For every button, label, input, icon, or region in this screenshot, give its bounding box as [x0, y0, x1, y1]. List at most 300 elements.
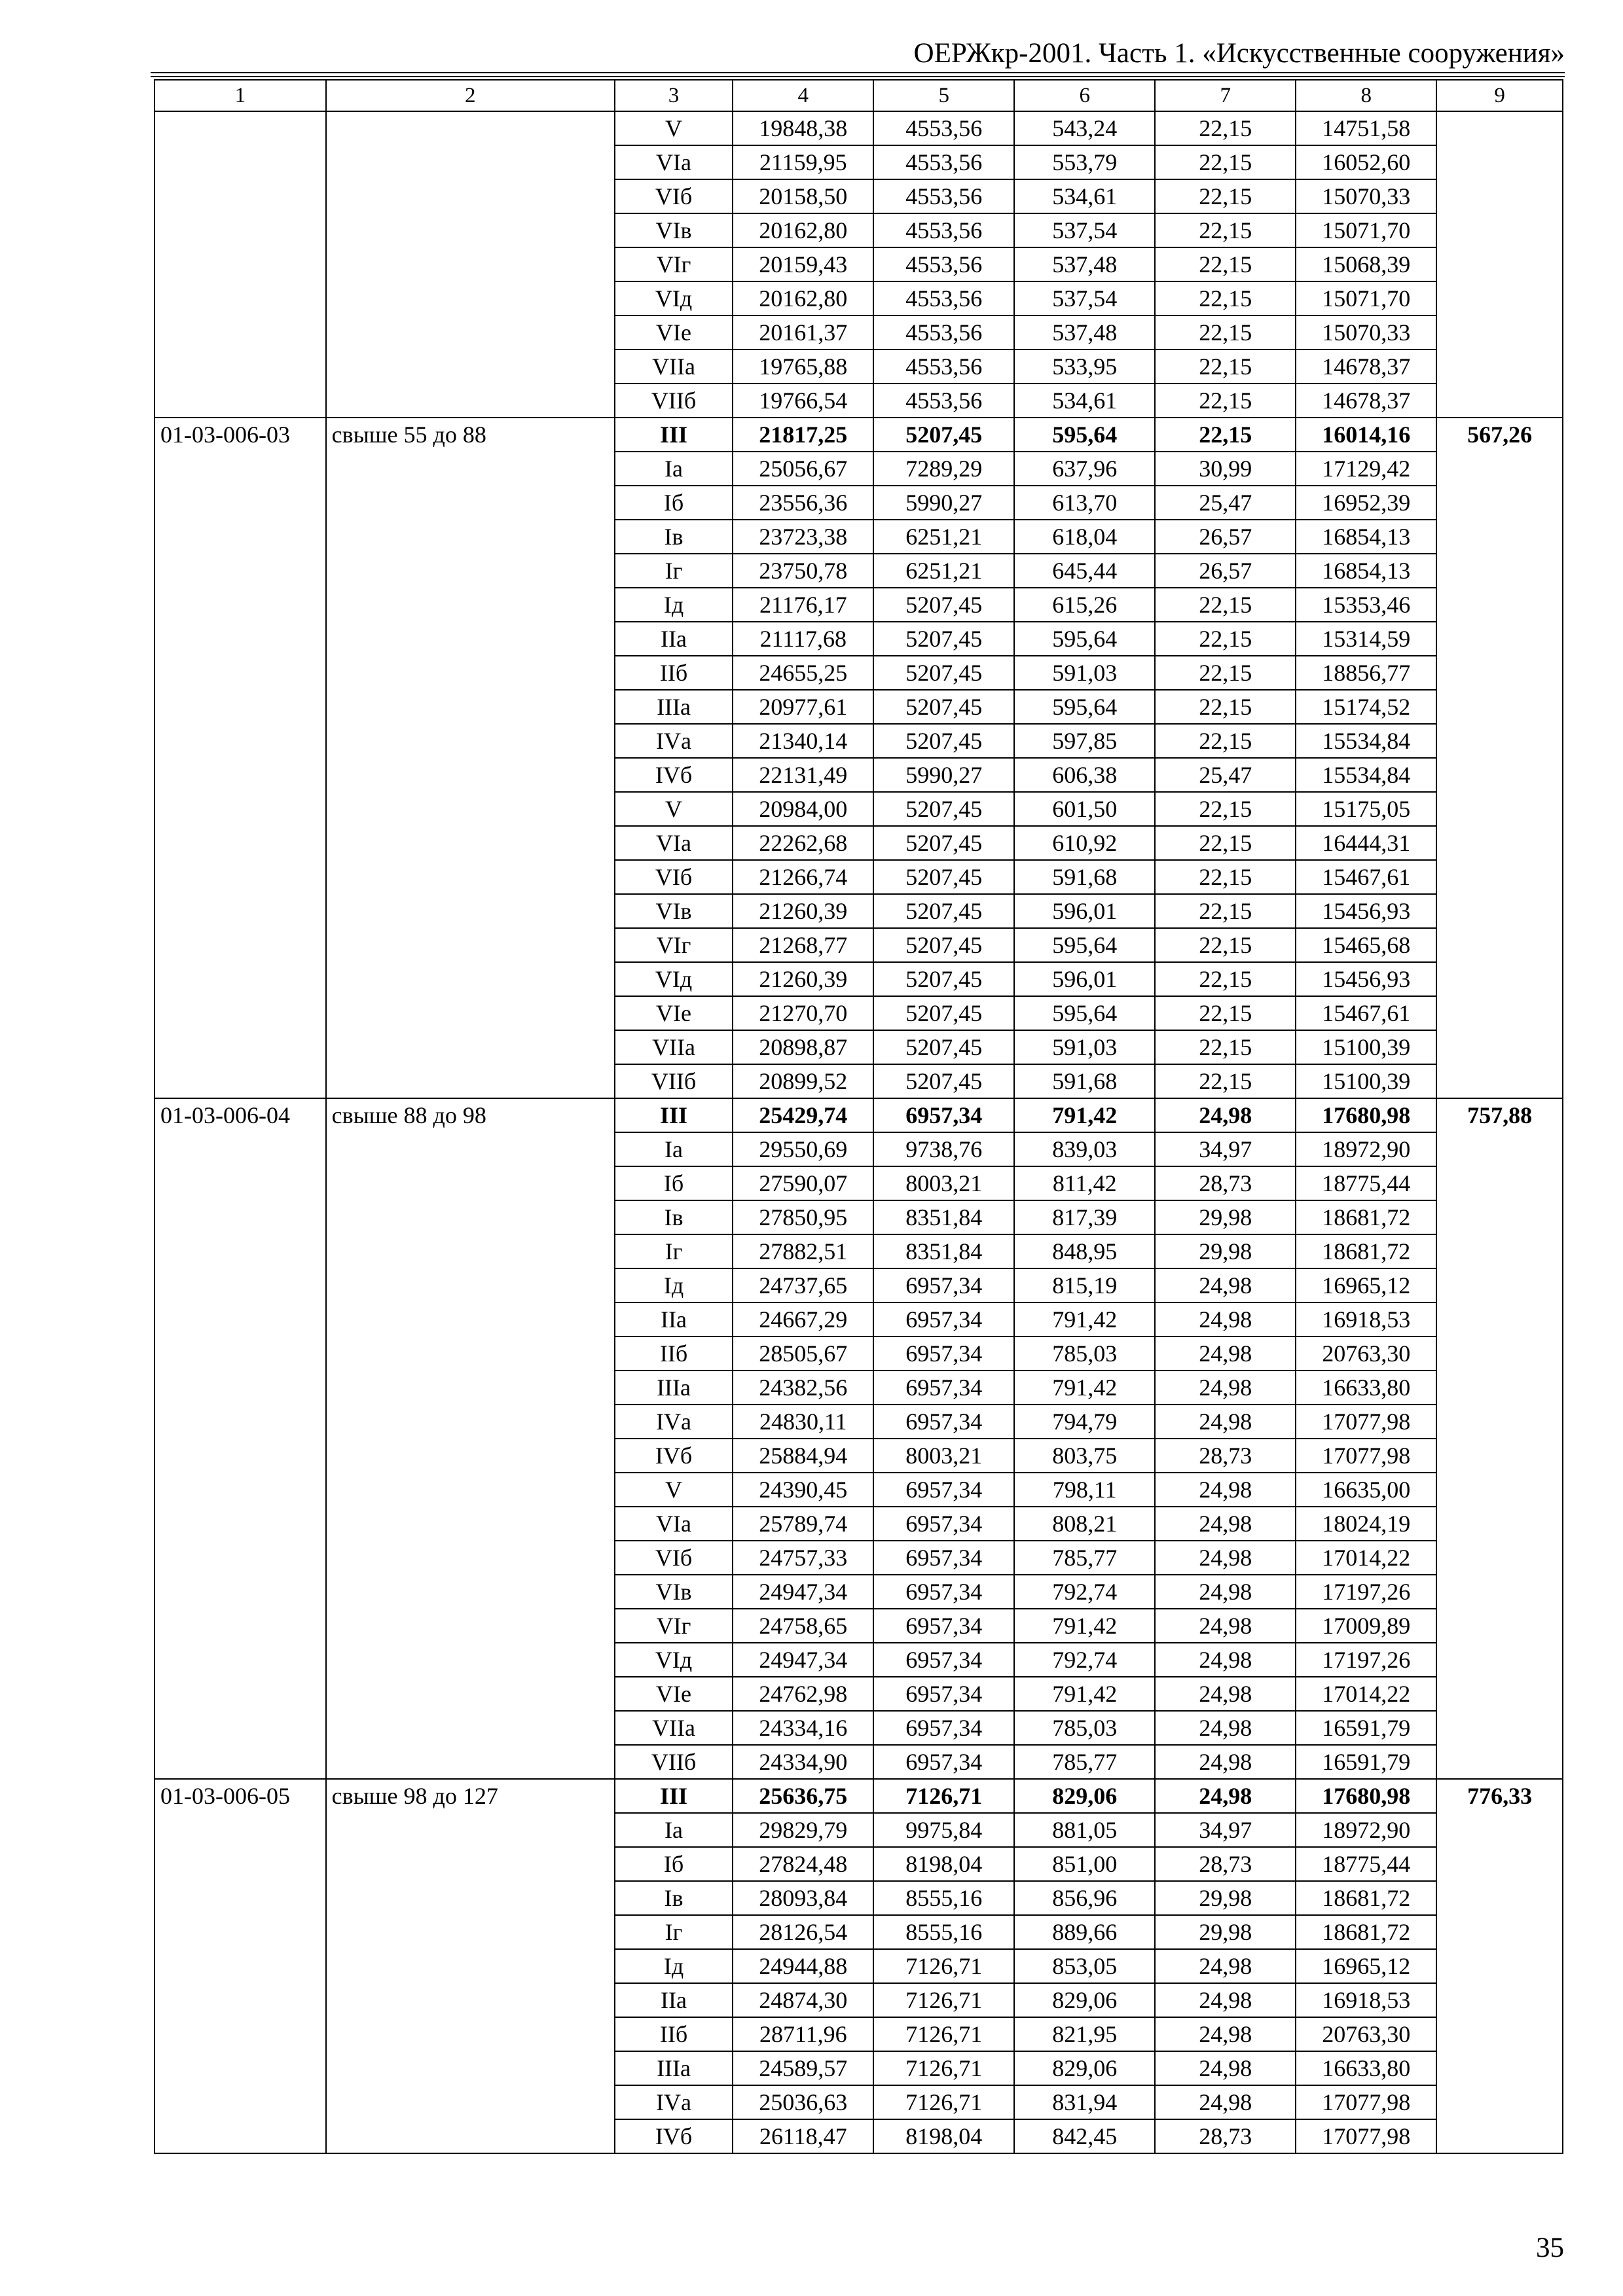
labor-cost-cell: 5207,45 [873, 418, 1014, 452]
machinist-wage-cell: 22,15 [1155, 315, 1296, 350]
materials-cost-cell: 18972,90 [1296, 1132, 1436, 1166]
zone-cell: VIг [615, 1609, 733, 1643]
machine-cost-cell: 591,03 [1014, 1030, 1155, 1064]
machinist-wage-cell: 22,15 [1155, 894, 1296, 928]
direct-cost-cell: 24334,90 [733, 1745, 873, 1779]
machinist-wage-cell: 24,98 [1155, 1983, 1296, 2017]
column-number: 9 [1436, 80, 1563, 111]
materials-cost-cell: 16952,39 [1296, 486, 1436, 520]
labor-cost-cell: 8555,16 [873, 1915, 1014, 1949]
direct-cost-cell: 24737,65 [733, 1268, 873, 1302]
column-number: 6 [1014, 80, 1155, 111]
direct-cost-cell: 23723,38 [733, 520, 873, 554]
table-row [155, 1779, 1563, 1813]
materials-cost-cell: 15456,93 [1296, 894, 1436, 928]
materials-cost-cell: 15467,61 [1296, 996, 1436, 1030]
zone-cell: VIб [615, 860, 733, 894]
zone-cell: VIв [615, 1575, 733, 1609]
zone-cell: IIа [615, 1983, 733, 2017]
materials-cost-cell: 18681,72 [1296, 1200, 1436, 1234]
zone-cell: VIв [615, 894, 733, 928]
zone-cell: VIIб [615, 384, 733, 418]
labor-cost-cell: 6957,34 [873, 1541, 1014, 1575]
materials-cost-cell: 15534,84 [1296, 758, 1436, 792]
direct-cost-cell: 20899,52 [733, 1064, 873, 1098]
zone-cell: VIIа [615, 1711, 733, 1745]
column-number: 3 [615, 80, 733, 111]
labor-hours-cell [1436, 111, 1563, 418]
materials-cost-cell: 17009,89 [1296, 1609, 1436, 1643]
zone-cell: VIа [615, 826, 733, 860]
span-range: свыше 98 до 127 [326, 1779, 615, 2153]
materials-cost-cell: 17129,42 [1296, 452, 1436, 486]
machine-cost-cell: 808,21 [1014, 1507, 1155, 1541]
machine-cost-cell: 601,50 [1014, 792, 1155, 826]
machine-cost-cell: 645,44 [1014, 554, 1155, 588]
machinist-wage-cell: 28,73 [1155, 1439, 1296, 1473]
table-row [155, 111, 1563, 145]
materials-cost-cell: 15070,33 [1296, 315, 1436, 350]
zone-cell: VIIб [615, 1745, 733, 1779]
labor-cost-cell: 6251,21 [873, 554, 1014, 588]
labor-cost-cell: 6957,34 [873, 1643, 1014, 1677]
zone-cell: VIв [615, 213, 733, 247]
machinist-wage-cell: 22,15 [1155, 350, 1296, 384]
machinist-wage-cell: 25,47 [1155, 486, 1296, 520]
direct-cost-cell: 28711,96 [733, 2017, 873, 2051]
machine-cost-cell: 791,42 [1014, 1098, 1155, 1132]
machine-cost-cell: 889,66 [1014, 1915, 1155, 1949]
document-header: ОЕРЖкр-2001. Часть 1. «Искусственные сооружения» [913, 38, 1565, 69]
materials-cost-cell: 16965,12 [1296, 1949, 1436, 1983]
materials-cost-cell: 16444,31 [1296, 826, 1436, 860]
machine-cost-cell: 595,64 [1014, 928, 1155, 962]
column-number: 2 [326, 80, 615, 111]
direct-cost-cell: 24830,11 [733, 1405, 873, 1439]
machinist-wage-cell: 24,98 [1155, 1302, 1296, 1336]
machinist-wage-cell: 29,98 [1155, 1915, 1296, 1949]
direct-cost-cell: 25056,67 [733, 452, 873, 486]
labor-cost-cell: 8351,84 [873, 1200, 1014, 1234]
machinist-wage-cell: 28,73 [1155, 2119, 1296, 2153]
machinist-wage-cell: 22,15 [1155, 247, 1296, 281]
materials-cost-cell: 17014,22 [1296, 1677, 1436, 1711]
labor-cost-cell: 6957,34 [873, 1302, 1014, 1336]
direct-cost-cell: 25884,94 [733, 1439, 873, 1473]
machinist-wage-cell: 26,57 [1155, 520, 1296, 554]
machine-cost-cell: 595,64 [1014, 996, 1155, 1030]
machine-cost-cell: 591,68 [1014, 1064, 1155, 1098]
labor-cost-cell: 6957,34 [873, 1677, 1014, 1711]
zone-cell: IIа [615, 622, 733, 656]
column-number: 1 [155, 80, 326, 111]
materials-cost-cell: 15174,52 [1296, 690, 1436, 724]
materials-cost-cell: 16854,13 [1296, 520, 1436, 554]
direct-cost-cell: 24667,29 [733, 1302, 873, 1336]
machine-cost-cell: 791,42 [1014, 1677, 1155, 1711]
machinist-wage-cell: 25,47 [1155, 758, 1296, 792]
direct-cost-cell: 23556,36 [733, 486, 873, 520]
labor-cost-cell: 6957,34 [873, 1711, 1014, 1745]
machine-cost-cell: 811,42 [1014, 1166, 1155, 1200]
materials-cost-cell: 17197,26 [1296, 1575, 1436, 1609]
rate-code: 01-03-006-05 [155, 1779, 326, 2153]
materials-cost-cell: 16591,79 [1296, 1711, 1436, 1745]
header-rule-double [151, 76, 1565, 77]
zone-cell: IVа [615, 2085, 733, 2119]
machinist-wage-cell: 28,73 [1155, 1166, 1296, 1200]
machine-cost-cell: 791,42 [1014, 1371, 1155, 1405]
materials-cost-cell: 15314,59 [1296, 622, 1436, 656]
rate-code [155, 111, 326, 418]
machinist-wage-cell: 24,98 [1155, 1507, 1296, 1541]
machinist-wage-cell: 24,98 [1155, 1541, 1296, 1575]
machine-cost-cell: 543,24 [1014, 111, 1155, 145]
header-rule [151, 72, 1565, 73]
direct-cost-cell: 28505,67 [733, 1336, 873, 1371]
materials-cost-cell: 15068,39 [1296, 247, 1436, 281]
zone-cell: Iг [615, 1915, 733, 1949]
machine-cost-cell: 785,03 [1014, 1336, 1155, 1371]
zone-cell: VIIа [615, 1030, 733, 1064]
zone-cell: IIIа [615, 1371, 733, 1405]
machinist-wage-cell: 22,15 [1155, 962, 1296, 996]
rate-code: 01-03-006-04 [155, 1098, 326, 1779]
materials-cost-cell: 18856,77 [1296, 656, 1436, 690]
rates-table [154, 79, 1563, 2154]
direct-cost-cell: 24655,25 [733, 656, 873, 690]
table-row [155, 1098, 1563, 1132]
materials-cost-cell: 15534,84 [1296, 724, 1436, 758]
direct-cost-cell: 25429,74 [733, 1098, 873, 1132]
direct-cost-cell: 24947,34 [733, 1575, 873, 1609]
machinist-wage-cell: 24,98 [1155, 2017, 1296, 2051]
materials-cost-cell: 20763,30 [1296, 1336, 1436, 1371]
zone-cell: V [615, 111, 733, 145]
direct-cost-cell: 20984,00 [733, 792, 873, 826]
zone-cell: Iг [615, 1234, 733, 1268]
materials-cost-cell: 15175,05 [1296, 792, 1436, 826]
machine-cost-cell: 856,96 [1014, 1881, 1155, 1915]
zone-cell: VIд [615, 962, 733, 996]
machinist-wage-cell: 24,98 [1155, 1098, 1296, 1132]
machinist-wage-cell: 22,15 [1155, 145, 1296, 179]
machine-cost-cell: 785,77 [1014, 1745, 1155, 1779]
machinist-wage-cell: 24,98 [1155, 1779, 1296, 1813]
materials-cost-cell: 16052,60 [1296, 145, 1436, 179]
labor-cost-cell: 8555,16 [873, 1881, 1014, 1915]
direct-cost-cell: 24874,30 [733, 1983, 873, 2017]
machinist-wage-cell: 24,98 [1155, 1336, 1296, 1371]
zone-cell: Iд [615, 588, 733, 622]
labor-cost-cell: 8351,84 [873, 1234, 1014, 1268]
direct-cost-cell: 25636,75 [733, 1779, 873, 1813]
machine-cost-cell: 842,45 [1014, 2119, 1155, 2153]
zone-cell: V [615, 1473, 733, 1507]
materials-cost-cell: 17014,22 [1296, 1541, 1436, 1575]
machinist-wage-cell: 22,15 [1155, 690, 1296, 724]
machine-cost-cell: 537,48 [1014, 247, 1155, 281]
labor-cost-cell: 7126,71 [873, 1949, 1014, 1983]
materials-cost-cell: 15465,68 [1296, 928, 1436, 962]
machine-cost-cell: 537,54 [1014, 213, 1155, 247]
direct-cost-cell: 22131,49 [733, 758, 873, 792]
machine-cost-cell: 537,48 [1014, 315, 1155, 350]
labor-cost-cell: 5207,45 [873, 690, 1014, 724]
labor-hours-cell: 757,88 [1436, 1098, 1563, 1779]
machine-cost-cell: 792,74 [1014, 1575, 1155, 1609]
direct-cost-cell: 20159,43 [733, 247, 873, 281]
materials-cost-cell: 15467,61 [1296, 860, 1436, 894]
direct-cost-cell: 20162,80 [733, 281, 873, 315]
direct-cost-cell: 21176,17 [733, 588, 873, 622]
materials-cost-cell: 16633,80 [1296, 1371, 1436, 1405]
labor-cost-cell: 6957,34 [873, 1609, 1014, 1643]
span-range: свыше 55 до 88 [326, 418, 615, 1098]
machine-cost-cell: 831,94 [1014, 2085, 1155, 2119]
materials-cost-cell: 16635,00 [1296, 1473, 1436, 1507]
labor-hours-cell: 776,33 [1436, 1779, 1563, 2153]
zone-cell: VIIа [615, 350, 733, 384]
zone-cell: VIг [615, 247, 733, 281]
column-number: 4 [733, 80, 873, 111]
zone-cell: Iв [615, 1881, 733, 1915]
labor-cost-cell: 7126,71 [873, 2017, 1014, 2051]
machinist-wage-cell: 24,98 [1155, 1609, 1296, 1643]
machine-cost-cell: 785,77 [1014, 1541, 1155, 1575]
machine-cost-cell: 591,68 [1014, 860, 1155, 894]
materials-cost-cell: 17680,98 [1296, 1779, 1436, 1813]
machine-cost-cell: 533,95 [1014, 350, 1155, 384]
machinist-wage-cell: 24,98 [1155, 1643, 1296, 1677]
zone-cell: Iг [615, 554, 733, 588]
machinist-wage-cell: 24,98 [1155, 1949, 1296, 1983]
materials-cost-cell: 15353,46 [1296, 588, 1436, 622]
materials-cost-cell: 16014,16 [1296, 418, 1436, 452]
direct-cost-cell: 25789,74 [733, 1507, 873, 1541]
machinist-wage-cell: 22,15 [1155, 179, 1296, 213]
machine-cost-cell: 785,03 [1014, 1711, 1155, 1745]
direct-cost-cell: 23750,78 [733, 554, 873, 588]
labor-cost-cell: 6957,34 [873, 1371, 1014, 1405]
zone-cell: III [615, 1098, 733, 1132]
materials-cost-cell: 16633,80 [1296, 2051, 1436, 2085]
direct-cost-cell: 20161,37 [733, 315, 873, 350]
machine-cost-cell: 615,26 [1014, 588, 1155, 622]
machinist-wage-cell: 22,15 [1155, 928, 1296, 962]
direct-cost-cell: 21270,70 [733, 996, 873, 1030]
span-range [326, 111, 615, 418]
machinist-wage-cell: 24,98 [1155, 1473, 1296, 1507]
labor-cost-cell: 4553,56 [873, 281, 1014, 315]
zone-cell: III [615, 1779, 733, 1813]
machine-cost-cell: 595,64 [1014, 622, 1155, 656]
materials-cost-cell: 15100,39 [1296, 1064, 1436, 1098]
materials-cost-cell: 18681,72 [1296, 1915, 1436, 1949]
machinist-wage-cell: 22,15 [1155, 860, 1296, 894]
labor-cost-cell: 5207,45 [873, 1064, 1014, 1098]
direct-cost-cell: 27882,51 [733, 1234, 873, 1268]
materials-cost-cell: 17680,98 [1296, 1098, 1436, 1132]
labor-cost-cell: 7126,71 [873, 1983, 1014, 2017]
materials-cost-cell: 16591,79 [1296, 1745, 1436, 1779]
machinist-wage-cell: 28,73 [1155, 1847, 1296, 1881]
labor-cost-cell: 5207,45 [873, 826, 1014, 860]
column-number: 7 [1155, 80, 1296, 111]
direct-cost-cell: 20898,87 [733, 1030, 873, 1064]
machinist-wage-cell: 22,15 [1155, 281, 1296, 315]
machinist-wage-cell: 24,98 [1155, 1371, 1296, 1405]
direct-cost-cell: 29829,79 [733, 1813, 873, 1847]
labor-cost-cell: 5207,45 [873, 792, 1014, 826]
labor-cost-cell: 6957,34 [873, 1473, 1014, 1507]
labor-cost-cell: 4553,56 [873, 247, 1014, 281]
machine-cost-cell: 591,03 [1014, 656, 1155, 690]
zone-cell: IIб [615, 656, 733, 690]
labor-cost-cell: 6251,21 [873, 520, 1014, 554]
machine-cost-cell: 839,03 [1014, 1132, 1155, 1166]
labor-cost-cell: 5207,45 [873, 894, 1014, 928]
machine-cost-cell: 596,01 [1014, 894, 1155, 928]
zone-cell: VIд [615, 1643, 733, 1677]
zone-cell: III [615, 418, 733, 452]
labor-cost-cell: 8198,04 [873, 2119, 1014, 2153]
direct-cost-cell: 24758,65 [733, 1609, 873, 1643]
zone-cell: V [615, 792, 733, 826]
direct-cost-cell: 20977,61 [733, 690, 873, 724]
direct-cost-cell: 22262,68 [733, 826, 873, 860]
labor-cost-cell: 7126,71 [873, 1779, 1014, 1813]
zone-cell: Iа [615, 452, 733, 486]
materials-cost-cell: 17077,98 [1296, 1439, 1436, 1473]
direct-cost-cell: 24762,98 [733, 1677, 873, 1711]
machine-cost-cell: 534,61 [1014, 384, 1155, 418]
machine-cost-cell: 534,61 [1014, 179, 1155, 213]
direct-cost-cell: 21260,39 [733, 894, 873, 928]
machine-cost-cell: 606,38 [1014, 758, 1155, 792]
zone-cell: VIб [615, 1541, 733, 1575]
machinist-wage-cell: 30,99 [1155, 452, 1296, 486]
zone-cell: IVб [615, 1439, 733, 1473]
machine-cost-cell: 821,95 [1014, 2017, 1155, 2051]
machine-cost-cell: 595,64 [1014, 690, 1155, 724]
direct-cost-cell: 24382,56 [733, 1371, 873, 1405]
column-number-row [155, 80, 1563, 111]
direct-cost-cell: 27824,48 [733, 1847, 873, 1881]
materials-cost-cell: 18681,72 [1296, 1881, 1436, 1915]
materials-cost-cell: 15070,33 [1296, 179, 1436, 213]
labor-cost-cell: 6957,34 [873, 1745, 1014, 1779]
machinist-wage-cell: 24,98 [1155, 1405, 1296, 1439]
span-range: свыше 88 до 98 [326, 1098, 615, 1779]
zone-cell: VIIб [615, 1064, 733, 1098]
zone-cell: Iа [615, 1813, 733, 1847]
direct-cost-cell: 27850,95 [733, 1200, 873, 1234]
labor-cost-cell: 9738,76 [873, 1132, 1014, 1166]
zone-cell: Iд [615, 1268, 733, 1302]
materials-cost-cell: 18681,72 [1296, 1234, 1436, 1268]
zone-cell: VIе [615, 996, 733, 1030]
materials-cost-cell: 16918,53 [1296, 1302, 1436, 1336]
materials-cost-cell: 15071,70 [1296, 281, 1436, 315]
zone-cell: IIб [615, 2017, 733, 2051]
materials-cost-cell: 14751,58 [1296, 111, 1436, 145]
machine-cost-cell: 792,74 [1014, 1643, 1155, 1677]
zone-cell: Iа [615, 1132, 733, 1166]
zone-cell: IIа [615, 1302, 733, 1336]
machine-cost-cell: 610,92 [1014, 826, 1155, 860]
zone-cell: IIIа [615, 690, 733, 724]
machine-cost-cell: 798,11 [1014, 1473, 1155, 1507]
machinist-wage-cell: 34,97 [1155, 1813, 1296, 1847]
labor-cost-cell: 6957,34 [873, 1268, 1014, 1302]
zone-cell: IIIа [615, 2051, 733, 2085]
materials-cost-cell: 16918,53 [1296, 1983, 1436, 2017]
table-body [155, 111, 1563, 2153]
zone-cell: IVа [615, 724, 733, 758]
materials-cost-cell: 18024,19 [1296, 1507, 1436, 1541]
machinist-wage-cell: 22,15 [1155, 792, 1296, 826]
machinist-wage-cell: 22,15 [1155, 111, 1296, 145]
direct-cost-cell: 28093,84 [733, 1881, 873, 1915]
machine-cost-cell: 803,75 [1014, 1439, 1155, 1473]
direct-cost-cell: 24390,45 [733, 1473, 873, 1507]
rate-code: 01-03-006-03 [155, 418, 326, 1098]
materials-cost-cell: 17077,98 [1296, 2119, 1436, 2153]
labor-hours-cell: 567,26 [1436, 418, 1563, 1098]
direct-cost-cell: 20162,80 [733, 213, 873, 247]
machine-cost-cell: 829,06 [1014, 1779, 1155, 1813]
labor-cost-cell: 4553,56 [873, 384, 1014, 418]
labor-cost-cell: 5207,45 [873, 1030, 1014, 1064]
direct-cost-cell: 21266,74 [733, 860, 873, 894]
machine-cost-cell: 815,19 [1014, 1268, 1155, 1302]
machinist-wage-cell: 24,98 [1155, 2051, 1296, 2085]
machine-cost-cell: 817,39 [1014, 1200, 1155, 1234]
direct-cost-cell: 28126,54 [733, 1915, 873, 1949]
labor-cost-cell: 4553,56 [873, 111, 1014, 145]
zone-cell: VIб [615, 179, 733, 213]
machinist-wage-cell: 29,98 [1155, 1234, 1296, 1268]
zone-cell: IVа [615, 1405, 733, 1439]
zone-cell: VIе [615, 315, 733, 350]
machine-cost-cell: 596,01 [1014, 962, 1155, 996]
direct-cost-cell: 21817,25 [733, 418, 873, 452]
labor-cost-cell: 5207,45 [873, 928, 1014, 962]
machinist-wage-cell: 22,15 [1155, 1030, 1296, 1064]
machine-cost-cell: 794,79 [1014, 1405, 1155, 1439]
machinist-wage-cell: 22,15 [1155, 622, 1296, 656]
column-number: 8 [1296, 80, 1436, 111]
labor-cost-cell: 6957,34 [873, 1507, 1014, 1541]
direct-cost-cell: 20158,50 [733, 179, 873, 213]
machine-cost-cell: 881,05 [1014, 1813, 1155, 1847]
direct-cost-cell: 19766,54 [733, 384, 873, 418]
machinist-wage-cell: 34,97 [1155, 1132, 1296, 1166]
labor-cost-cell: 6957,34 [873, 1405, 1014, 1439]
labor-cost-cell: 5990,27 [873, 486, 1014, 520]
labor-cost-cell: 9975,84 [873, 1813, 1014, 1847]
materials-cost-cell: 15100,39 [1296, 1030, 1436, 1064]
zone-cell: Iб [615, 1166, 733, 1200]
materials-cost-cell: 18972,90 [1296, 1813, 1436, 1847]
zone-cell: IVб [615, 2119, 733, 2153]
machine-cost-cell: 637,96 [1014, 452, 1155, 486]
materials-cost-cell: 18775,44 [1296, 1166, 1436, 1200]
direct-cost-cell: 27590,07 [733, 1166, 873, 1200]
materials-cost-cell: 15071,70 [1296, 213, 1436, 247]
machinist-wage-cell: 24,98 [1155, 1745, 1296, 1779]
